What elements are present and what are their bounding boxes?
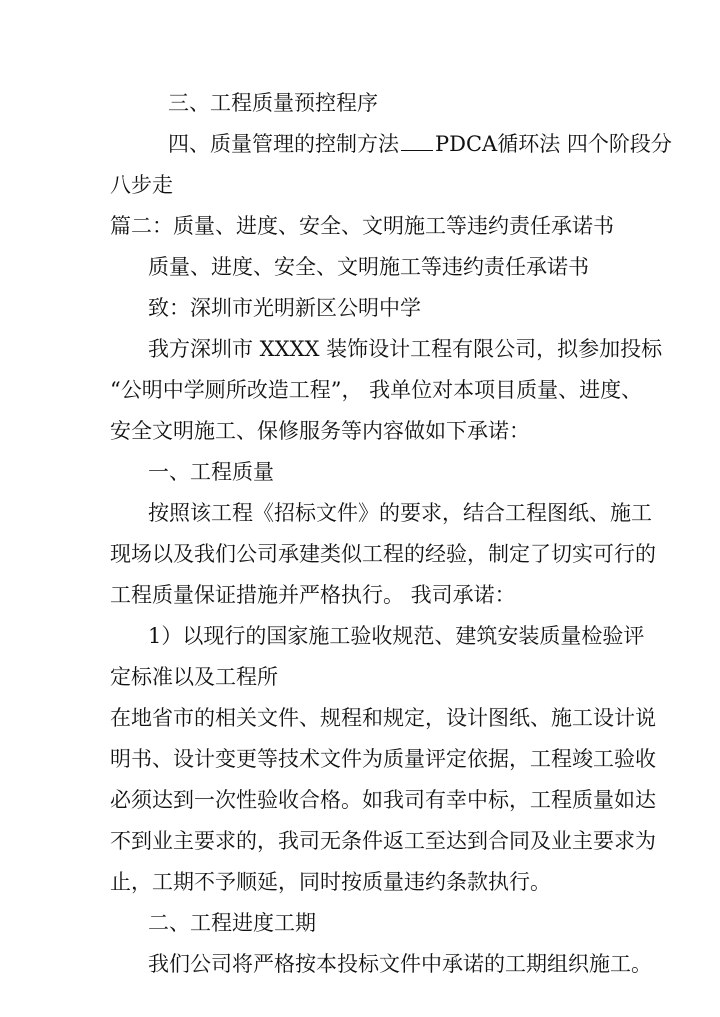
section-heading-2: 二、工程进度工期 xyxy=(148,911,316,935)
paragraph-line: 在地省市的相关文件、规程和规定，设计图纸、施工设计说 xyxy=(110,706,656,730)
section-heading-3: 三、工程质量预控程序 xyxy=(168,91,378,115)
letter-title: 质量、进度、安全、文明施工等违约责任承诺书 xyxy=(148,255,589,279)
paragraph-line: “公明中学厕所改造工程”， 我单位对本项目质量、进度、 xyxy=(110,378,643,402)
paragraph-line: 现场以及我们公司承建类似工程的经验，制定了切实可行的 xyxy=(110,542,656,566)
paragraph-line: 我们公司将严格按本投标文件中承诺的工期组织施工。 xyxy=(148,952,652,976)
blank-underline xyxy=(401,132,433,151)
heading-4-text: 四、质量管理的控制方法 xyxy=(168,132,399,156)
paragraph-line: 安全文明施工、保修服务等内容做如下承诺： xyxy=(110,419,530,443)
paragraph-line: 我方深圳市 XXXX 装饰设计工程有限公司，拟参加投标 xyxy=(148,337,663,361)
section-heading-1: 一、工程质量 xyxy=(148,460,274,484)
paragraph-line: 定标准以及工程所 xyxy=(110,665,278,689)
paragraph-line: 工程质量保证措施并严格执行。 我司承诺： xyxy=(110,583,516,607)
paragraph-line: 不到业主要求的，我司无条件返工至达到合同及业主要求为 xyxy=(110,829,656,853)
paragraph-line: 止，工期不予顺延，同时按质量违约条款执行。 xyxy=(110,870,551,894)
recipient: 致：深圳市光明新区公明中学 xyxy=(148,296,421,320)
paragraph-line: 1）以现行的国家施工验收规范、建筑安装质量检验评 xyxy=(148,624,645,648)
paragraph-line: 明书、设计变更等技术文件为质量评定依据，工程竣工验收 xyxy=(110,747,656,771)
paragraph-line: 必须达到一次性验收合格。如我司有幸中标，工程质量如达 xyxy=(110,788,656,812)
heading-4-text-cont: PDCA循环法 四个阶段分 xyxy=(435,132,672,156)
article-title: 篇二：质量、进度、安全、文明施工等违约责任承诺书 xyxy=(110,214,614,238)
heading-4-wrap: 八步走 xyxy=(110,173,173,197)
paragraph-line: 按照该工程《招标文件》的要求，结合工程图纸、施工 xyxy=(148,501,652,525)
section-heading-4 xyxy=(168,131,672,157)
